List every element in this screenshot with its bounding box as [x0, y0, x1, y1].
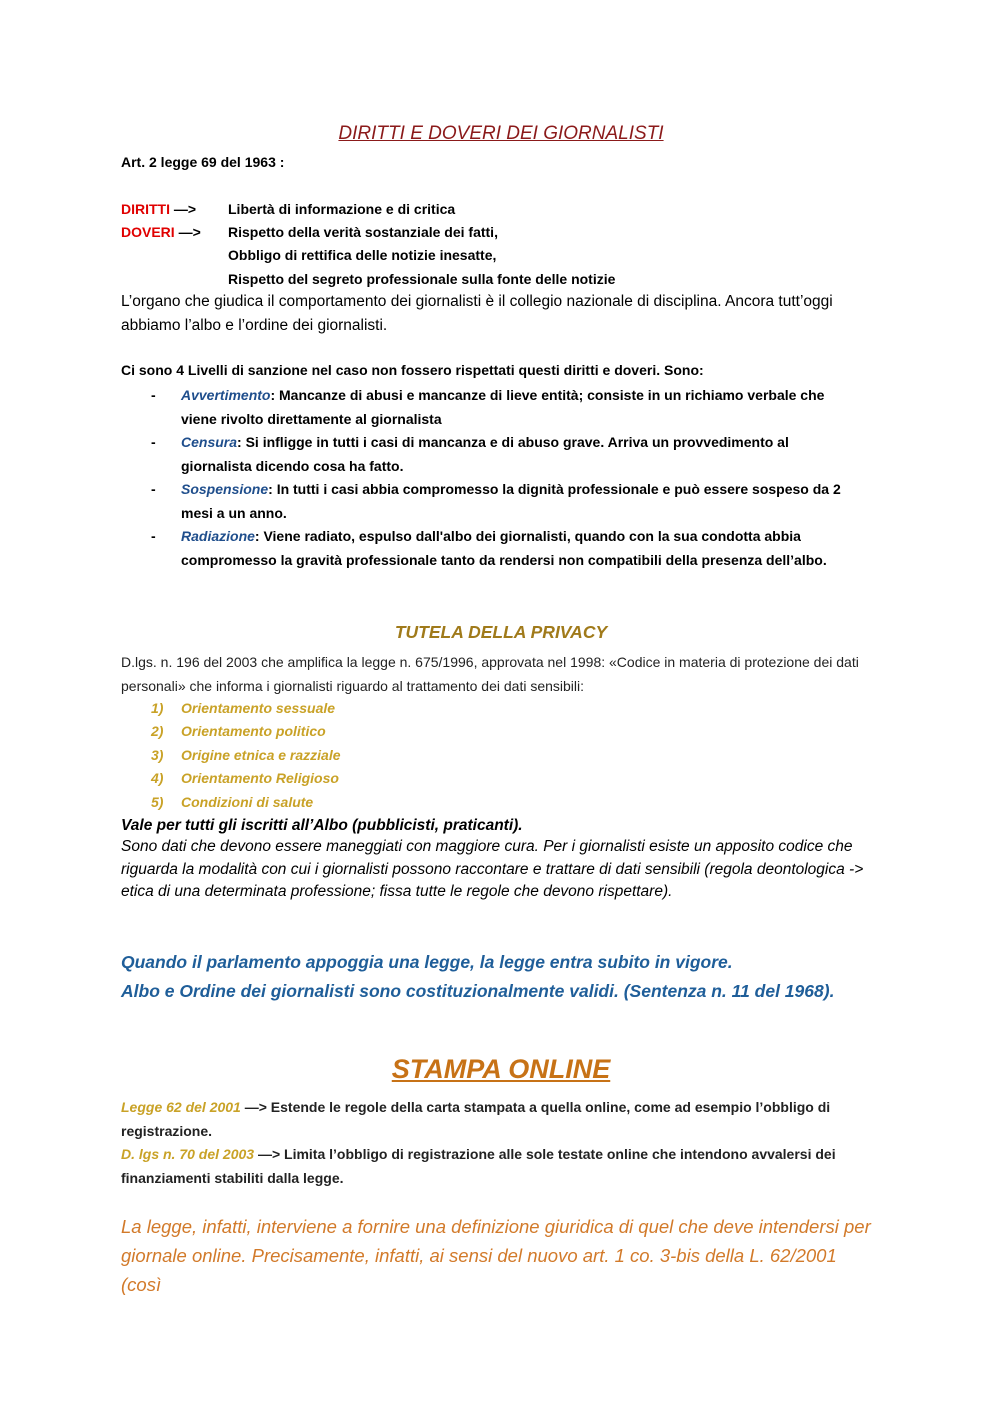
level-text — [181, 431, 861, 478]
doveri-line-3: Rispetto del segreto professionale sulla fonte delle notizie — [228, 271, 616, 287]
section-title-privacy: TUTELA DELLA PRIVACY — [394, 622, 608, 642]
section-title-diritti-doveri: DIRITTI E DOVERI DEI GIORNALISTI — [338, 123, 664, 144]
doveri-row — [121, 224, 881, 240]
list-number: 5) — [151, 794, 164, 810]
diritti-text: Libertà di informazione e di critica — [228, 201, 456, 217]
level-text — [181, 478, 861, 525]
level-term: Sospensione — [181, 481, 269, 497]
level-description: : Mancanze di abusi e mancanze di lieve entità; consiste in un richiamo verbale che viene rivolto direttamente al giornalista — [181, 387, 825, 427]
level-term: Radiazione — [181, 528, 255, 544]
sono-dati-paragraph: Sono dati che devono essere maneggiati con maggiore cura. Per i giornalisti esiste un apposito codice che riguarda la modalità con cui i giornalisti possono raccontare e trattare di dati sensibili (regola deontologica -> etica di una determinata professione; fissa tutte le regole che devono rispettare). — [121, 838, 864, 900]
vale-line: Vale per tutti gli iscritti all’Albo (pubblicisti, praticanti). — [121, 817, 523, 834]
law-label: D. lgs n. 70 del 2003 — [121, 1146, 255, 1162]
list-bullet: - — [151, 434, 156, 450]
level-term: Censura — [181, 434, 238, 450]
albo-line: Albo e Ordine dei giornalisti sono costituzionalmente validi. (Sentenza n. 11 del 1968). — [121, 981, 835, 1001]
law-text: —> Estende le regole della carta stampata a quella online, come ad esempio l’obbligo di registrazione. — [121, 1099, 831, 1139]
doveri-label: DOVERI — [121, 224, 175, 240]
list-number: 4) — [151, 770, 164, 786]
list-text: Origine etnica e razziale — [181, 747, 341, 763]
doveri-arrow: —> — [174, 224, 201, 240]
art-reference: Art. 2 legge 69 del 1963 : — [121, 154, 285, 170]
law-70-2003 — [121, 1142, 881, 1190]
diritti-label: DIRITTI — [121, 201, 170, 217]
privacy-intro: D.lgs. n. 196 del 2003 che amplifica la legge n. 675/1996, approvata nel 1998: «Codice in materia di protezione dei dati personali» che informa i giornalisti riguardo al trattamento dei dati sensibili: — [121, 654, 859, 694]
list-text: Orientamento politico — [181, 723, 326, 739]
organ-paragraph: L’organo che giudica il comportamento dei giornalisti è il collegio nazionale di disciplina. Ancora tutt’oggi abbiamo l’albo e l’ordine dei giornalisti. — [121, 293, 833, 334]
levels-intro: Ci sono 4 Livelli di sanzione nel caso non fossero rispettati questi diritti e doveri. Sono: — [121, 362, 704, 378]
doveri-line-2: Obbligo di rettifica delle notizie inesatte, — [228, 247, 497, 263]
parliament-line: Quando il parlamento appoggia una legge, la legge entra subito in vigore. — [121, 952, 733, 972]
level-description: : In tutti i casi abbia compromesso la dignità professionale e può essere sospeso da 2 mesi a un anno. — [181, 481, 841, 521]
list-bullet: - — [151, 528, 156, 544]
section-title-stampa-online: STAMPA ONLINE — [391, 1054, 611, 1084]
diritti-row — [121, 201, 456, 217]
list-bullet: - — [151, 387, 156, 403]
list-number: 1) — [151, 700, 164, 716]
list-bullet: - — [151, 481, 156, 497]
law-label: Legge 62 del 2001 — [121, 1099, 241, 1115]
law-62-2001 — [121, 1095, 881, 1143]
level-text — [181, 384, 861, 431]
law-text: —> Limita l’obbligo di registrazione alle sole testate online che intendono avvalersi dei finanziamenti stabiliti dalla legge. — [121, 1146, 836, 1186]
list-number: 3) — [151, 747, 164, 763]
level-text — [181, 525, 861, 572]
diritti-arrow: —> — [170, 201, 197, 217]
level-description: : Viene radiato, espulso dall'albo dei giornalisti, quando con la sua condotta abbia compromesso la gravità professionale tanto da rendersi non compatibili della presenza dell’albo. — [181, 528, 827, 568]
list-number: 2) — [151, 723, 164, 739]
doveri-line-1: Rispetto della verità sostanziale dei fatti, — [228, 224, 498, 240]
level-term: Avvertimento — [181, 387, 271, 403]
list-text: Orientamento sessuale — [181, 700, 336, 716]
list-text: Orientamento Religioso — [181, 770, 339, 786]
closing-paragraph: La legge, infatti, interviene a fornire una definizione giuridica di quel che deve intendersi per giornale online. Precisamente, infatti, ai sensi del nuovo art. 1 co. 3-bis della L. 62/2001 (così — [121, 1216, 871, 1295]
list-text: Condizioni di salute — [181, 794, 314, 810]
level-description: : Si infligge in tutti i casi di mancanza e di abuso grave. Arriva un provvedimento al giornalista dicendo cosa ha fatto. — [181, 434, 789, 474]
